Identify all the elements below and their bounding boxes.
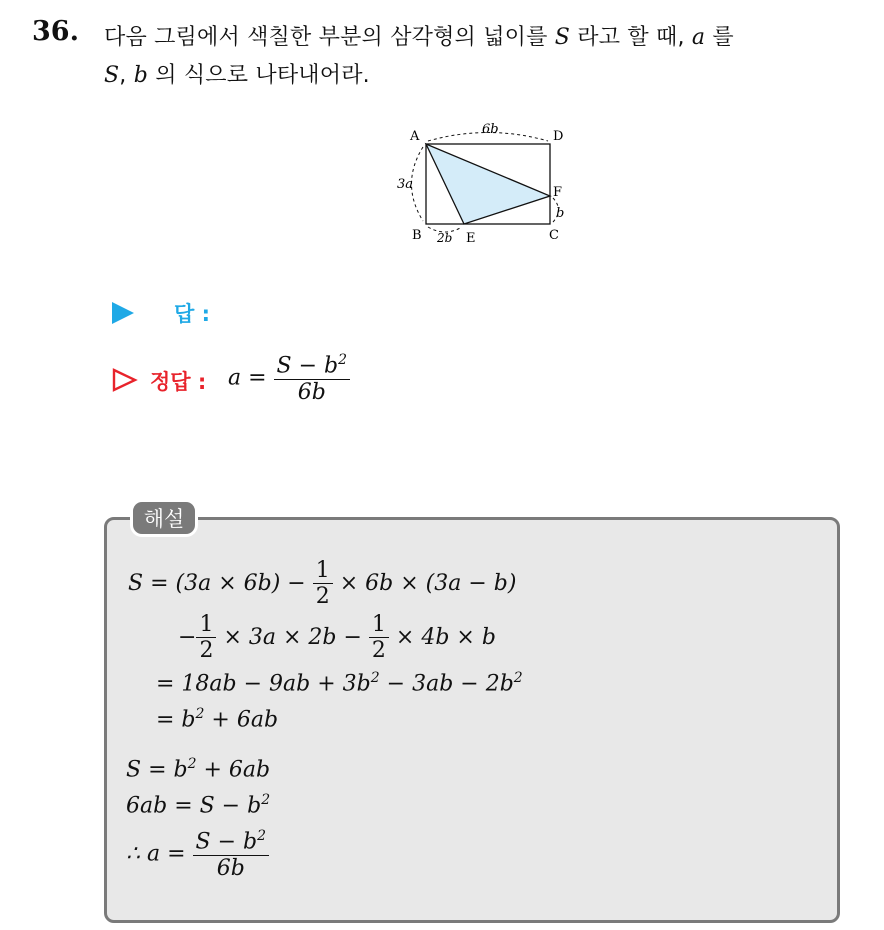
- len-top: 6b: [482, 122, 499, 137]
- question-line-1: 다음 그림에서 색칠한 부분의 삼각형의 넓이를 S 라고 할 때, a 를: [104, 25, 734, 50]
- label-C: C: [549, 228, 559, 243]
- solution-tab: 해설: [130, 499, 198, 537]
- correct-answer-fraction: $\frac{S - b^2}{6b}$: [274, 352, 351, 405]
- solution-line-2: − $\frac{1}{2}$ × 3a × 2b − $\frac{1}{2}$ × 4b × b: [178, 612, 496, 664]
- len-left: 3a: [397, 177, 414, 192]
- shaded-triangle: [426, 144, 550, 224]
- label-D: D: [553, 129, 564, 144]
- figure-svg: [392, 120, 582, 250]
- solution-line-4: = $b^2 + 6ab$: [156, 706, 279, 733]
- solution-line-1: S = (3a × 6b) − $\frac{1}{2}$ × 6b × (3a − b): [128, 558, 517, 610]
- question-line-2: S, b 의 식으로 나타내어라.: [104, 63, 370, 88]
- correct-answer-row: [112, 352, 512, 422]
- label-A: A: [410, 129, 420, 144]
- label-F: F: [553, 185, 563, 200]
- solution-line-3: = $18ab - 9ab + 3b^2 - 3ab - 2b^2$: [156, 670, 523, 697]
- rectangle-figure: [392, 120, 582, 250]
- len-right: b: [556, 206, 565, 221]
- answer-label: 답 :: [174, 302, 210, 326]
- label-B: B: [412, 228, 422, 243]
- len-bottom: 2b: [437, 231, 453, 245]
- question-number: 36.: [32, 16, 79, 47]
- solution-line-5: $S = b^2 + 6ab$: [126, 756, 271, 783]
- solution-line-6: $6ab = S - b^2$: [126, 792, 271, 819]
- solution-line-7: ∴ a = $\frac{S - b^2}{6b}$: [126, 828, 269, 881]
- label-E: E: [466, 231, 476, 246]
- answer-triangle-icon: [112, 302, 134, 324]
- left-dashed-arc: [412, 147, 424, 221]
- correct-answer-formula: a = $\frac{S - b^2}{6b}$: [228, 352, 350, 405]
- correct-answer-label: 정답 :: [150, 370, 207, 394]
- outline-triangle-icon: [112, 368, 138, 392]
